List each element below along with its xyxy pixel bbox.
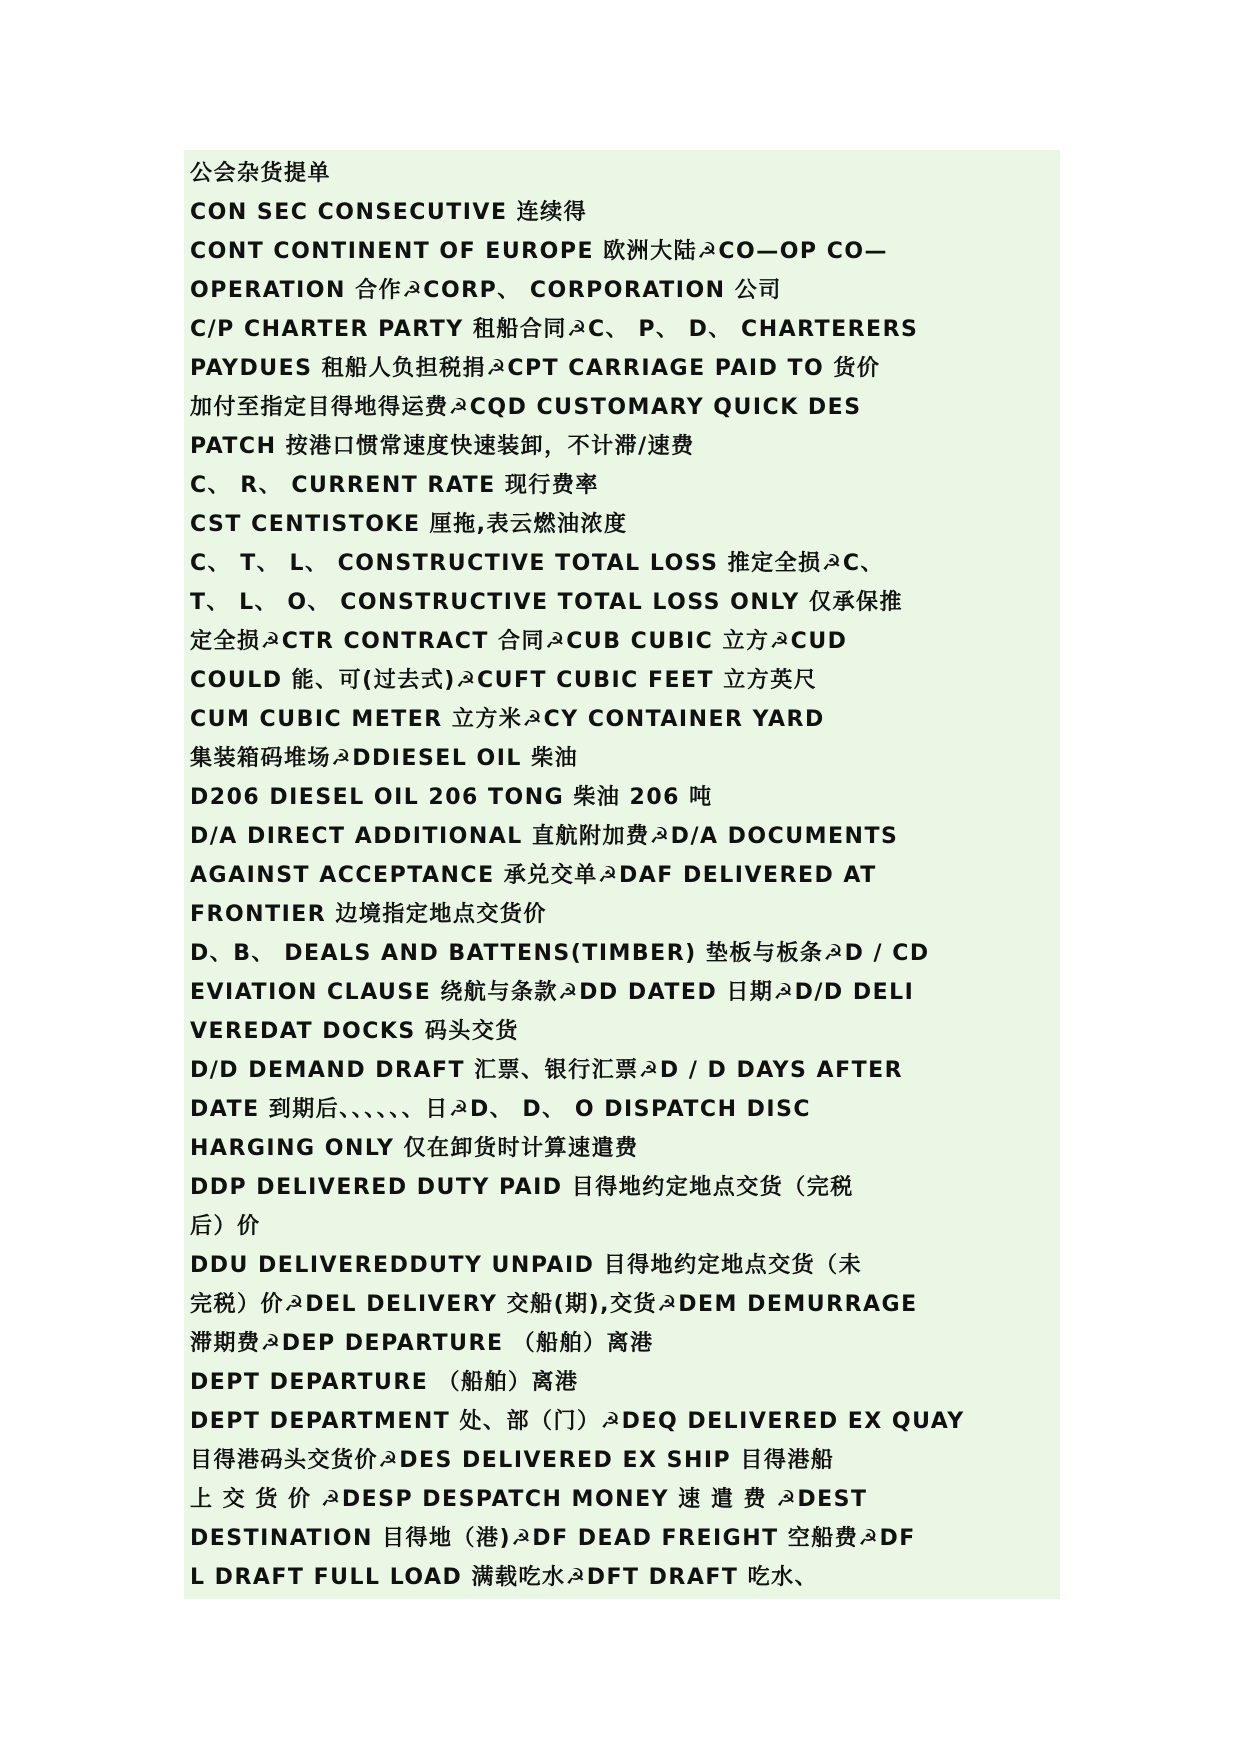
text-line: CONT CONTINENT OF EUROPE 欧洲大陆☭CO—OP CO—: [190, 239, 889, 264]
text-line: OPERATION 合作☭CORP、 CORPORATION 公司: [190, 278, 782, 303]
text-line: AGAINST ACCEPTANCE 承兑交单☭DAF DELIVERED AT: [190, 863, 877, 888]
text-line: C、 T、 L、 CONSTRUCTIVE TOTAL LOSS 推定全损☭C、: [190, 551, 884, 576]
text-line: 公会杂货提单: [190, 161, 332, 186]
text-line: D/A DIRECT ADDITIONAL 直航附加费☭D/A DOCUMENTS: [190, 824, 899, 849]
text-line: T、 L、 O、 CONSTRUCTIVE TOTAL LOSS ONLY 仅承保推: [190, 590, 903, 615]
text-line: CUM CUBIC METER 立方米☭CY CONTAINER YARD: [190, 707, 825, 732]
text-line: 定全损☭CTR CONTRACT 合同☭CUB CUBIC 立方☭CUD: [190, 629, 848, 654]
text-line: CST CENTISTOKE 厘拖,表云燃油浓度: [190, 512, 628, 537]
text-line: D/D DEMAND DRAFT 汇票、银行汇票☭D / D DAYS AFTER: [190, 1058, 904, 1083]
text-line: COULD 能、可(过去式)☭CUFT CUBIC FEET 立方英尺: [190, 668, 818, 693]
text-line: C/P CHARTER PARTY 租船合同☭C、 P、 D、 CHARTERERS: [190, 317, 919, 342]
text-line: FRONTIER 边境指定地点交货价: [190, 902, 547, 927]
text-line: 滞期费☭DEP DEPARTURE （船舶）离港: [190, 1331, 654, 1356]
text-line: PAYDUES 租船人负担税捐☭CPT CARRIAGE PAID TO 货价: [190, 356, 881, 381]
text-line: DDU DELIVEREDDUTY UNPAID 目得地约定地点交货（未: [190, 1253, 863, 1278]
text-line: DATE 到期后、、、、、、日☭D、 D、 O DISPATCH DISC: [190, 1097, 812, 1122]
text-line: 后）价: [190, 1214, 261, 1239]
text-line: DEPT DEPARTURE （船舶）离港: [190, 1370, 579, 1395]
text-line: 加付至指定目得地得运费☭CQD CUSTOMARY QUICK DES: [190, 395, 862, 420]
text-line: 集装箱码堆场☭DDIESEL OIL 柴油: [190, 746, 579, 771]
text-line: D206 DIESEL OIL 206 TONG 柴油 206 吨: [190, 785, 713, 810]
text-line: VEREDAT DOCKS 码头交货: [190, 1019, 519, 1044]
text-line: DEPT DEPARTMENT 处、部（门）☭DEQ DELIVERED EX QUAY: [190, 1409, 965, 1434]
text-line: DDP DELIVERED DUTY PAID 目得地约定地点交货（完税: [190, 1175, 854, 1200]
text-line: C、 R、 CURRENT RATE 现行费率: [190, 473, 599, 498]
text-line: HARGING ONLY 仅在卸货时计算速遣费: [190, 1136, 639, 1161]
text-line: DESTINATION 目得地（港)☭DF DEAD FREIGHT 空船费☭DF: [190, 1526, 916, 1551]
text-line: CON SEC CONSECUTIVE 连续得: [190, 200, 588, 225]
text-line: D、B、 DEALS AND BATTENS(TIMBER) 垫板与板条☭D / CD: [190, 941, 930, 966]
text-line: 上 交 货 价 ☭DESP DESPATCH MONEY 速 遣 费 ☭DEST: [190, 1487, 868, 1512]
text-line: 目得港码头交货价☭DES DELIVERED EX SHIP 目得港船: [190, 1448, 835, 1473]
text-line: 完税）价☭DEL DELIVERY 交船(期),交货☭DEM DEMURRAGE: [190, 1292, 918, 1317]
text-line: EVIATION CLAUSE 绕航与条款☭DD DATED 日期☭D/D DELI: [190, 980, 915, 1005]
text-line: PATCH 按港口惯常速度快速装卸，不计滞/速费: [190, 434, 695, 459]
glossary-text-block: [184, 150, 1060, 1599]
text-line: L DRAFT FULL LOAD 满载吃水☭DFT DRAFT 吃水、: [190, 1565, 819, 1590]
